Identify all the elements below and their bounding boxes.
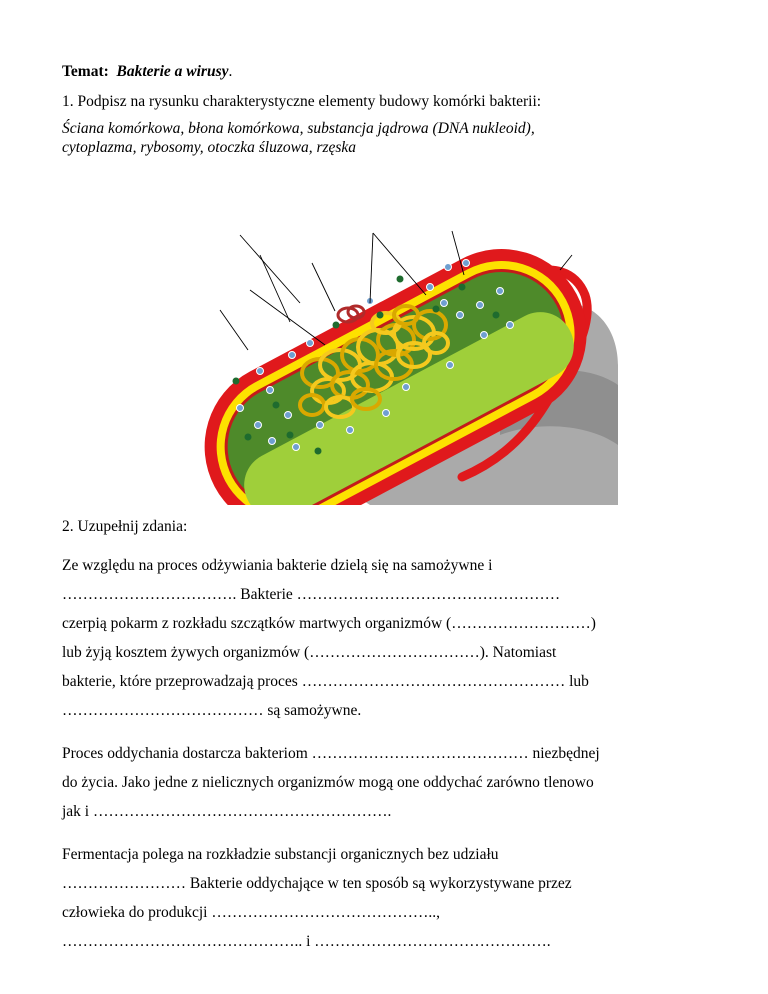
fill-sentence-line: ………………………………… są samożywne. [62,702,362,719]
fill-sentence-line: Proces oddychania dostarcza bakteriom …………………………………… niezbędnej [62,745,600,762]
fill-sentence-line: człowieka do produkcji …………………………………….., [62,904,440,921]
title-label: Temat: [62,63,109,80]
task1-instruction: 1. Podpisz na rysunku charakterystyczne elementy budowy komórki bakterii: [62,93,542,110]
fill-sentence-line: Ze względu na proces odżywiania bakterie dzielą się na samożywne i [62,557,493,574]
fill-sentence-line: jak i …………………………………………………. [62,803,392,820]
page-title [62,62,232,82]
fill-sentence-line: ……………………………. Bakterie …………………………………………… [62,586,561,603]
fill-sentence-line: do życia. Jako jedne z nielicznych organizmów mogą one oddychać zarówno tlenowo [62,774,594,791]
fill-sentence-line: bakterie, które przeprowadzają proces …………………………………………… lub [62,673,589,690]
title-suffix: . [228,63,233,80]
bacterium-diagram [200,215,618,505]
fill-sentence-line: ……………………………………….. i ………………………………………. [62,933,551,950]
fill-sentence-line: Fermentacja polega na rozkładzie substancji organicznych bez udziału [62,846,499,863]
fill-sentence-line: czerpią pokarm z rozkładu szczątków martwych organizmów (………………………) [62,615,596,632]
task1-terms-line1: Ściana komórkowa, błona komórkowa, substancja jądrowa (DNA nukleoid), [62,120,535,137]
fill-sentence-line: …………………… Bakterie oddychające w ten sposób są wykorzystywane przez [62,875,572,892]
fill-sentence-line: lub żyją kosztem żywych organizmów (……………………………). Natomiast [62,644,557,661]
title-topic: Bakterie a wirusy [116,63,229,80]
task1-terms-line2: cytoplazma, rybosomy, otoczka śluzowa, rzęska [62,139,357,156]
task2-instruction: 2. Uzupełnij zdania: [62,518,188,535]
